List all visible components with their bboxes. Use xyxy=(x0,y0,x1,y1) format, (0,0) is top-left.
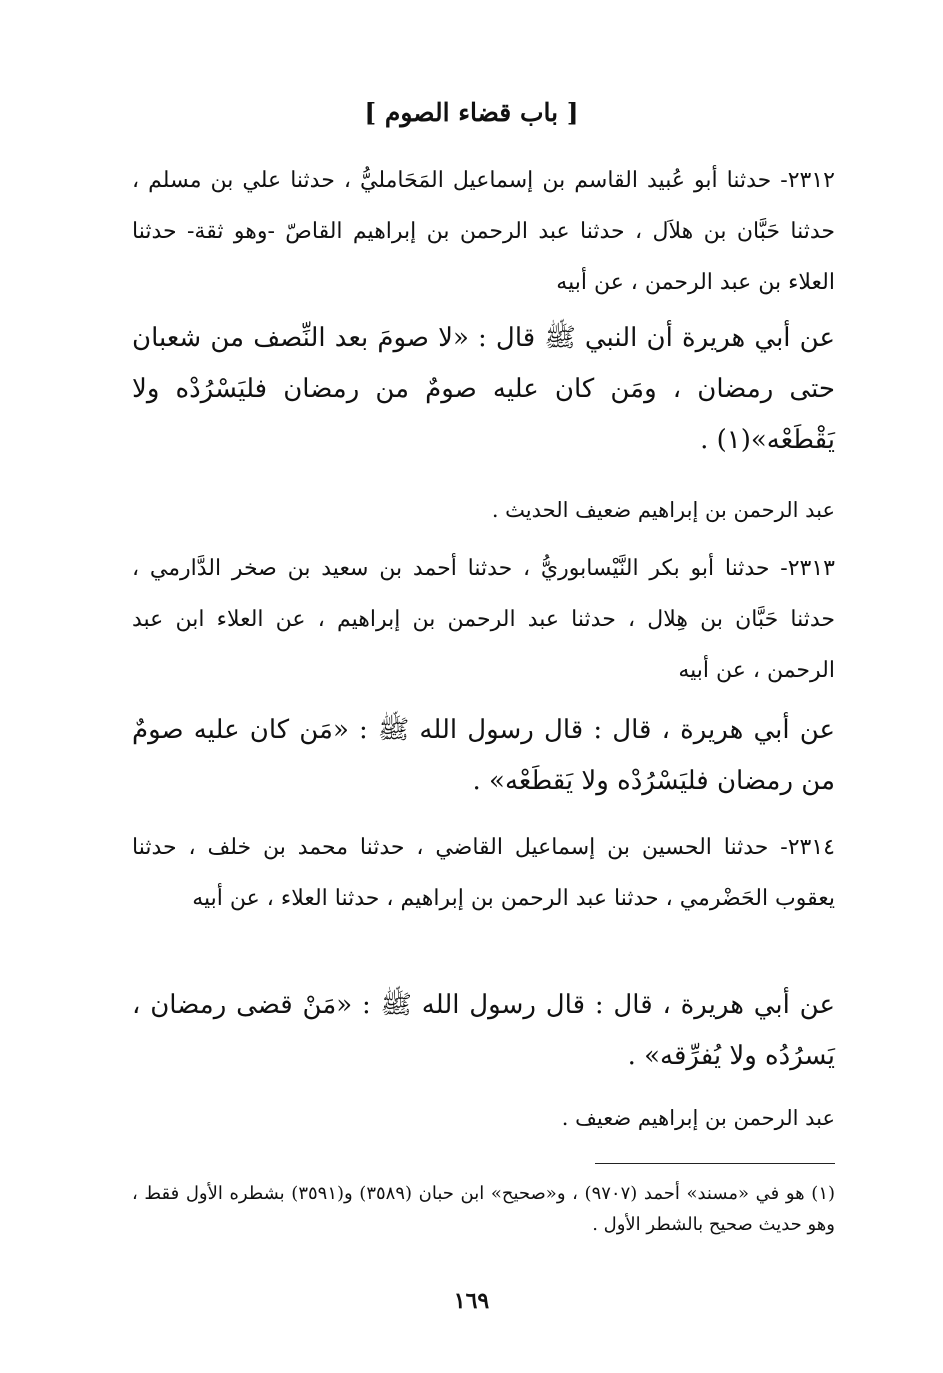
chapter-title: [ باب قضاء الصوم ] xyxy=(364,98,579,127)
hadith-2312-matn: عن أبي هريرة أن النبي ﷺ قال : «لا صومَ بعد النِّصف من شعبان حتى رمضان ، ومَن كان عليه صومٌ من رمضان فليَسْرُدْه ولا يَقْطَعْه»(١) . xyxy=(132,323,835,455)
hadith-2314-isnad: ٢٣١٤- حدثنا الحسين بن إسماعيل القاضي ، حدثنا محمد بن خلف ، حدثنا يعقوب الحَضْرمي ، حدثنا عبد الرحمن بن إبراهيم ، حدثنا العلاء ، عن أبيه xyxy=(132,835,835,911)
footnote-separator xyxy=(595,1163,835,1164)
hadith-2314-matn: عن أبي هريرة ، قال : قال رسول الله ﷺ : «مَنْ قضى رمضان ، يَسرُدُه ولا يُفرِّقه» . xyxy=(132,990,835,1071)
hadith-2312-isnad: ٢٣١٢- حدثنا أبو عُبيد القاسم بن إسماعيل المَحَامليُّ ، حدثنا علي بن مسلم ، حدثنا حَبَّان بن هلاَل ، حدثنا عبد الرحمن بن إبراهيم القاصّ -وهو ثقة- حدثنا العلاء بن عبد الرحمن ، عن أبيه xyxy=(132,168,835,295)
hadith-2314-comment: عبد الرحمن بن إبراهيم ضعيف . xyxy=(561,1106,835,1130)
hadith-2313-matn: عن أبي هريرة ، قال : قال رسول الله ﷺ : «مَن كان عليه صومٌ من رمضان فليَسْرُدْه ولا يَقطَعْه» . xyxy=(132,715,835,796)
hadith-2313-isnad: ٢٣١٣- حدثنا أبو بكر النَّيْسابوريُّ ، حدثنا أحمد بن سعيد بن صخر الدَّارمي ، حدثنا حَبَّان بن هِلال ، حدثنا عبد الرحمن بن إبراهيم ، عن العلاء ابن عبد الرحمن ، عن أبيه xyxy=(132,556,835,683)
footnote: (١) هو في «مسند» أحمد (٩٧٠٧) ، و«صحيح» ابن حبان (٣٥٨٩) و(٣٥٩١) بشطره الأول فقط ، وهو حديث صحيح بالشطر الأول . xyxy=(132,1183,836,1235)
page-number: ١٦٩ xyxy=(453,1288,490,1314)
hadith-2312-comment: عبد الرحمن بن إبراهيم ضعيف الحديث . xyxy=(491,498,835,522)
